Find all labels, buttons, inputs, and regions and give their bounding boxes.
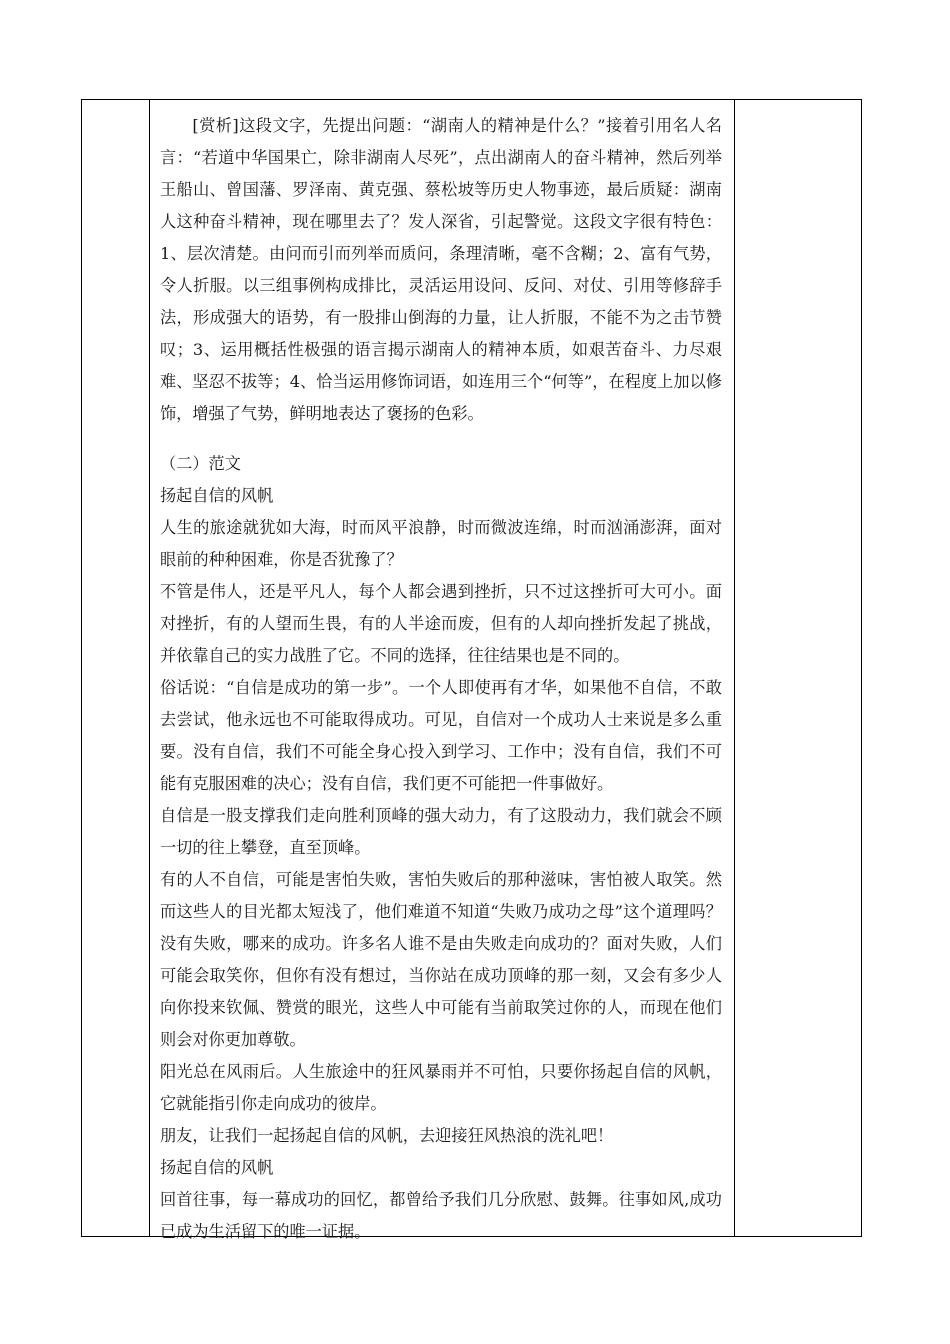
essay-title-2: 扬起自信的风帆 bbox=[160, 1158, 274, 1177]
essay-2-paragraph: 回首往事，每一幕成功的回忆，都曾给予我们几分欣慰、鼓舞。往事如风,成功已成为生活留下的唯一证据。 bbox=[160, 1190, 722, 1241]
analysis-paragraph: [赏析]这段文字，先提出问题：“湖南人的精神是什么？”接着引用名人名言：“若道中华国果亡，除非湖南人尽死”，点出湖南人的奋斗精神，然后列举王船山、曾国藩、罗泽南、黄克强、蔡松坡等历史人物事迹，最后质疑：湖南人这种奋斗精神，现在哪里去了？发人深省，引起警觉。这段文字很有特色：1、层次清楚。由问而引而列举而质问，条理清晰，毫不含糊；2、富有气势，令人折服。以三组事例构成排比，灵活运用设问、反问、对仗、引用等修辞手法，形成强大的语势，有一股排山倒海的力量，让人折服，不能不为之击节赞叹；3、运用概括性极强的语言揭示湖南人的精神本质，如艰苦奋斗、力尽艰难、坚忍不拔等；4、恰当运用修饰词语，如连用三个“何等”，在程度上加以修饰，增强了气势，鲜明地表达了褒扬的色彩。 bbox=[160, 116, 722, 423]
essay-paragraph: 有的人不自信，可能是害怕失败，害怕失败后的那种滋味，害怕被人取笑。然而这些人的目光都太短浅了，他们难道不知道“失败乃成功之母”这个道理吗？没有失败，哪来的成功。许多名人谁不是由失败走向成功的？面对失败，人们可能会取笑你，但你有没有想过，当你站在成功顶峰的那一刻，又会有多少人向你投来钦佩、赞赏的眼光，这些人中可能有当前取笑过你的人，而现在他们则会对你更加尊敬。 bbox=[160, 870, 722, 1049]
essay-paragraph: 朋友，让我们一起扬起自信的风帆，去迎接狂风热浪的洗礼吧！ bbox=[160, 1126, 614, 1145]
main-content-cell bbox=[160, 110, 722, 1248]
essay-paragraph: 人生的旅途就犹如大海，时而风平浪静，时而微波连绵，时而汹涌澎湃，面对眼前的种种困难，你是否犹豫了？ bbox=[160, 518, 722, 569]
essay-paragraph: 不管是伟人，还是平凡人，每个人都会遇到挫折，只不过这挫折可大可小。面对挫折，有的人望而生畏，有的人半途而废，但有的人却向挫折发起了挑战，并依靠自己的实力战胜了它。不同的选择，往往结果也是不同的。 bbox=[160, 582, 722, 665]
essay-paragraph: 俗话说：“自信是成功的第一步”。一个人即使再有才华，如果他不自信，不敢去尝试，他永远也不可能取得成功。可见，自信对一个成功人士来说是多么重要。没有自信，我们不可能全身心投入到学习、工作中；没有自信，我们不可能有克服困难的决心；没有自信，我们更不可能把一件事做好。 bbox=[160, 678, 722, 793]
right-column-border bbox=[734, 100, 735, 1236]
spacer bbox=[160, 430, 722, 448]
essay-paragraph: 阳光总在风雨后。人生旅途中的狂风暴雨并不可怕，只要你扬起自信的风帆，它就能指引你走向成功的彼岸。 bbox=[160, 1062, 722, 1113]
essay-title: 扬起自信的风帆 bbox=[160, 486, 274, 505]
essay-paragraph: 自信是一股支撑我们走向胜利顶峰的强大动力，有了这股动力，我们就会不顾一切的往上攀登，直至顶峰。 bbox=[160, 806, 722, 857]
left-column-border bbox=[149, 100, 150, 1236]
section-heading: （二）范文 bbox=[160, 454, 241, 473]
document-table bbox=[81, 99, 862, 1241]
